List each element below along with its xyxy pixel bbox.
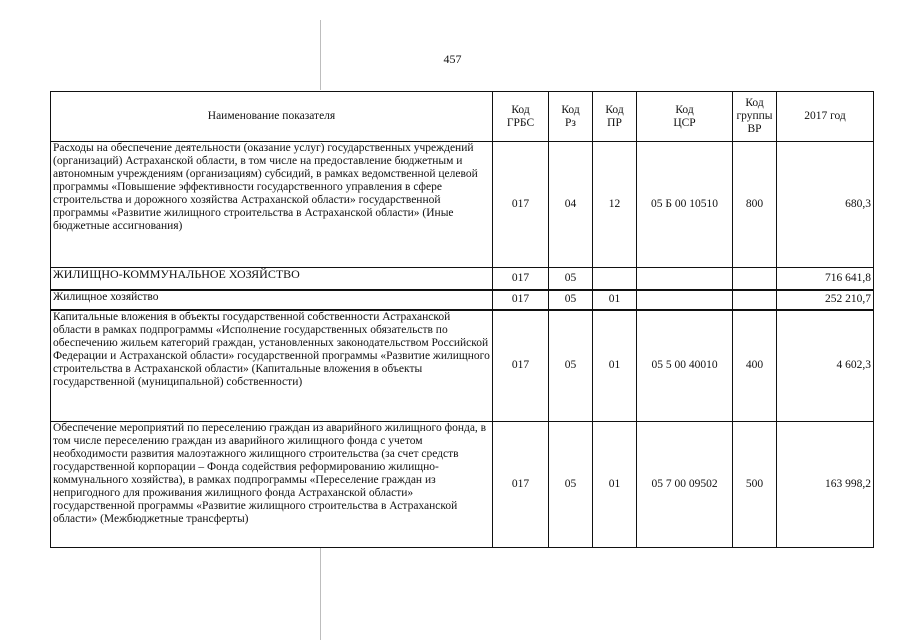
header-name: Наименование показателя xyxy=(51,92,493,142)
row-name: ЖИЛИЩНО-КОММУНАЛЬНОЕ ХОЗЯЙСТВО xyxy=(51,268,493,290)
row-amount: 716 641,8 xyxy=(777,268,874,290)
header-csr: Код ЦСР xyxy=(637,92,733,142)
row-csr: 05 5 00 40010 xyxy=(637,310,733,422)
row-amount: 680,3 xyxy=(777,142,874,268)
row-csr xyxy=(637,268,733,290)
table-row xyxy=(51,142,874,268)
table-row xyxy=(51,422,874,548)
row-grbs: 017 xyxy=(493,142,549,268)
table-header-row xyxy=(51,92,874,142)
row-pr: 12 xyxy=(593,142,637,268)
table-row xyxy=(51,290,874,310)
row-grbs: 017 xyxy=(493,290,549,310)
row-vr xyxy=(733,268,777,290)
header-rz: Код Рз xyxy=(549,92,593,142)
table-row xyxy=(51,268,874,290)
row-grbs: 017 xyxy=(493,268,549,290)
row-pr xyxy=(593,268,637,290)
row-pr: 01 xyxy=(593,422,637,548)
row-vr: 500 xyxy=(733,422,777,548)
header-pr: Код ПР xyxy=(593,92,637,142)
row-grbs: 017 xyxy=(493,422,549,548)
row-csr: 05 Б 00 10510 xyxy=(637,142,733,268)
row-vr: 400 xyxy=(733,310,777,422)
row-vr xyxy=(733,290,777,310)
row-pr: 01 xyxy=(593,310,637,422)
row-rz: 04 xyxy=(549,142,593,268)
header-grbs: Код ГРБС xyxy=(493,92,549,142)
row-rz: 05 xyxy=(549,310,593,422)
header-year: 2017 год xyxy=(777,92,874,142)
header-vr: Код группы ВР xyxy=(733,92,777,142)
row-csr: 05 7 00 09502 xyxy=(637,422,733,548)
row-amount: 4 602,3 xyxy=(777,310,874,422)
row-rz: 05 xyxy=(549,268,593,290)
table-row xyxy=(51,310,874,422)
row-amount: 163 998,2 xyxy=(777,422,874,548)
row-name: Обеспечение мероприятий по переселению граждан из аварийного жилищного фонда, в том числе переселению граждан из аварийного жилищного фонда с учетом необходимости развития малоэтажного жилищного строительства (за счет средств государственной корпорации – Фонда содействия реформированию жилищно-коммунального хозяйства), в рамках подпрограммы «Переселение граждан из непригодного для проживания жилищного фонда Астраханской области» государственной программы «Развитие жилищного строительства в Астраханской области» (Межбюджетные трансферты) xyxy=(51,422,493,548)
fold-line-bottom xyxy=(320,548,321,640)
row-grbs: 017 xyxy=(493,310,549,422)
budget-table xyxy=(50,91,874,548)
row-pr: 01 xyxy=(593,290,637,310)
row-name: Капитальные вложения в объекты государственной собственности Астраханской области в рамках подпрограммы «Исполнение государственных обязательств по обеспечению жильем категорий граждан, установленных законодательством Российской Федерации и Астраханской области» государственной программы «Развитие жилищного строительства в Астраханской области» (Капитальные вложения в объекты государственной (муниципальной) собственности) xyxy=(51,310,493,422)
row-name: Жилищное хозяйство xyxy=(51,290,493,310)
row-rz: 05 xyxy=(549,422,593,548)
row-vr: 800 xyxy=(733,142,777,268)
row-name: Расходы на обеспечение деятельности (оказание услуг) государственных учреждений (организаций) Астраханской области, в том числе на предоставление бюджетным и автономным учреждениям (организациям) субсидий, в рамках ведомственной целевой программы «Повышение эффективности государственного управления в сфере строительства и дорожного хозяйства Астраханской области» государственной программы «Развитие жилищного строительства в Астраханской области» (Иные бюджетные ассигнования) xyxy=(51,142,493,268)
page-number: 457 xyxy=(443,52,462,66)
row-amount: 252 210,7 xyxy=(777,290,874,310)
row-rz: 05 xyxy=(549,290,593,310)
row-csr xyxy=(637,290,733,310)
